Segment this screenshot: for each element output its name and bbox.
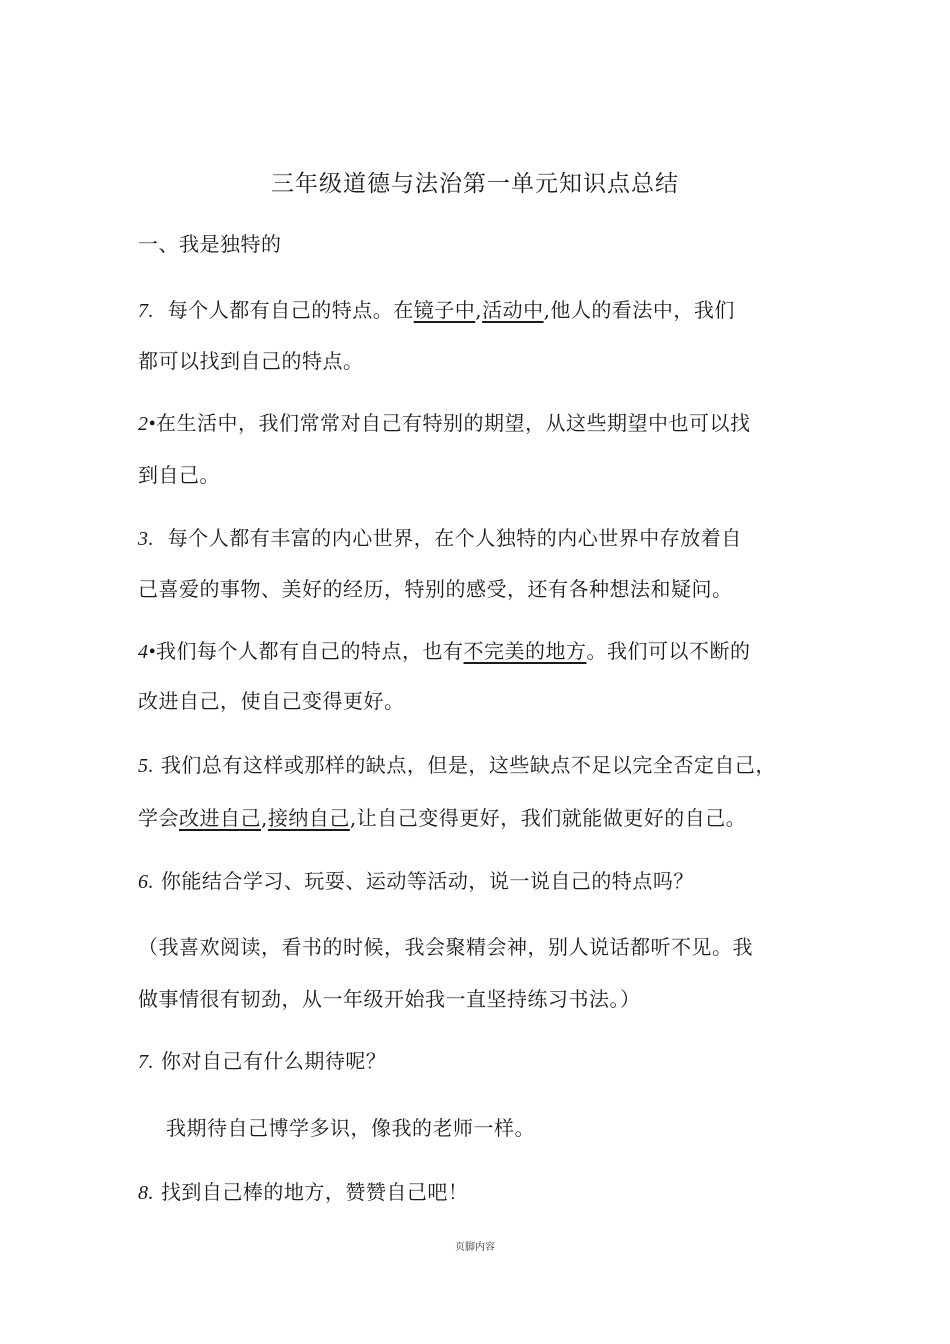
item-7-line-1 xyxy=(138,1046,838,1077)
item-text: 找到自己棒的地方，赞赞自己吧！ xyxy=(160,1180,469,1204)
separator: , xyxy=(261,806,268,830)
item-2-line-1 xyxy=(138,408,838,439)
item-text: 我们每个人都有自己的特点，也有 xyxy=(156,639,464,663)
item-3-line-1 xyxy=(138,523,838,554)
item-2-line-2: 到自己。 xyxy=(138,463,220,487)
item-text: ,他人的看法中，我们 xyxy=(543,298,735,322)
item-text: 每个人都有自己的特点。在 xyxy=(167,298,414,322)
item-number: 2• xyxy=(138,413,157,435)
item-6-line-1 xyxy=(138,866,838,897)
item-text: 我们总有这样或那样的缺点，但是，这些缺点不足以完全否定自己， xyxy=(160,753,776,777)
page-title: 三年级道德与法治第一单元知识点总结 xyxy=(271,171,679,197)
item-7-answer: 我期待自己博学多识，像我的老师一样。 xyxy=(166,1116,535,1140)
page-footer: 页脚内容 xyxy=(455,1242,495,1253)
item-text: 你能结合学习、玩耍、运动等活动，说一说自己的特点吗？ xyxy=(160,869,694,893)
underlined-term: 接纳自己 xyxy=(267,806,350,830)
item-6-answer-line-1: （我喜欢阅读，看书的时候，我会聚精会神，别人说话都听不见。我 xyxy=(138,935,753,959)
item-5-line-1 xyxy=(138,750,838,781)
item-number: 4• xyxy=(138,641,157,663)
underlined-term: 镜子中 xyxy=(413,298,476,322)
item-text: 你对自己有什么期待呢？ xyxy=(160,1049,387,1073)
item-text: 学会 xyxy=(138,806,179,830)
item-text: 每个人都有丰富的内心世界，在个人独特的内心世界中存放着自 xyxy=(167,526,742,550)
separator: , xyxy=(475,298,483,322)
underlined-term: 活动中 xyxy=(482,298,544,322)
item-number: 5. xyxy=(138,755,154,777)
underlined-term: 改进自己 xyxy=(179,806,261,830)
item-text: 。我们可以不断的 xyxy=(586,639,751,663)
item-number: 7. xyxy=(138,300,154,322)
item-1-line-2: 都可以找到自己的特点。 xyxy=(138,349,364,373)
item-4-line-2: 改进自己，使自己变得更好。 xyxy=(138,689,405,713)
item-number: 8. xyxy=(138,1182,154,1204)
item-text: ,让自己变得更好，我们就能做更好的自己。 xyxy=(349,806,747,830)
item-8-line-1 xyxy=(138,1177,838,1208)
item-number: 3. xyxy=(138,528,154,550)
item-6-answer-line-2: 做事情很有韧劲，从一年级开始我一直坚持练习书法。） xyxy=(138,987,641,1011)
item-4-line-1 xyxy=(138,636,838,667)
item-text: 在生活中，我们常常对自己有特别的期望，从这些期望中也可以找 xyxy=(156,411,751,435)
item-1-line-1 xyxy=(138,295,838,326)
section-heading: 一、我是独特的 xyxy=(138,232,282,256)
item-number: 6. xyxy=(138,871,154,893)
item-number: 7. xyxy=(138,1051,154,1073)
item-5-line-2 xyxy=(138,803,838,833)
item-3-line-2: 己喜爱的事物、美好的经历，特别的感受，还有各种想法和疑问。 xyxy=(138,577,733,601)
underlined-term: 不完美的地方 xyxy=(463,639,587,663)
